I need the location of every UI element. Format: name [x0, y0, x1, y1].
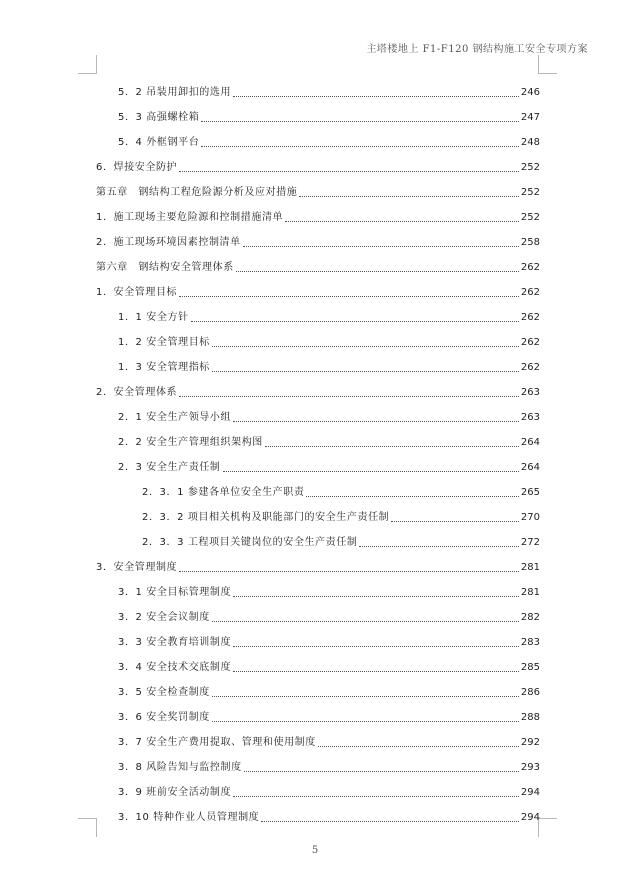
toc-entry[interactable] [96, 75, 540, 100]
toc-entry-title: 3．5 安全检查制度 [118, 687, 210, 698]
toc-entry-page: 252 [520, 187, 540, 198]
toc-entry[interactable] [96, 500, 540, 525]
toc-leader-dots [212, 371, 519, 372]
toc-entry-page: 293 [520, 762, 540, 773]
toc-entry[interactable] [96, 650, 540, 675]
toc-entry[interactable] [96, 250, 540, 275]
toc-entry[interactable] [96, 725, 540, 750]
toc-entry-title: 2．3．1 参建各单位安全生产职责 [142, 487, 305, 498]
toc-entry-title: 6．焊接安全防护 [96, 162, 178, 173]
toc-entry[interactable] [96, 575, 540, 600]
toc-leader-dots [359, 546, 518, 547]
toc-entry-title: 第五章 钢结构工程危险源分析及应对措施 [96, 187, 298, 198]
toc-entry-page: 286 [520, 687, 540, 698]
toc-entry-page: 248 [520, 137, 540, 148]
toc-entry-page: 263 [520, 412, 540, 423]
toc-entry-title: 第六章 钢结构安全管理体系 [96, 262, 234, 273]
toc-entry-page: 264 [520, 462, 540, 473]
toc-leader-dots [179, 171, 519, 172]
toc-entry-title: 3．7 安全生产费用提取、管理和使用制度 [118, 737, 316, 748]
toc-leader-dots [318, 746, 519, 747]
toc-leader-dots [179, 396, 519, 397]
toc-entry[interactable] [96, 525, 540, 550]
toc-entry[interactable] [96, 350, 540, 375]
toc-entry[interactable] [96, 400, 540, 425]
toc-entry-title: 1．安全管理目标 [96, 287, 178, 298]
toc-entry[interactable] [96, 700, 540, 725]
toc-leader-dots [233, 646, 519, 647]
toc-entry[interactable] [96, 425, 540, 450]
toc-entry-page: 282 [520, 612, 540, 623]
toc-leader-dots [236, 271, 519, 272]
toc-entry-title: 1．2 安全管理目标 [118, 337, 210, 348]
toc-entry[interactable] [96, 175, 540, 200]
toc-leader-dots [233, 671, 519, 672]
toc-entry-page: 288 [520, 712, 540, 723]
toc-leader-dots [243, 246, 519, 247]
toc-entry-page: 252 [520, 162, 540, 173]
toc-entry-title: 5．4 外框钢平台 [118, 137, 200, 148]
toc-entry-title: 5．3 高强螺栓箱 [118, 112, 200, 123]
toc-entry-title: 3．6 安全奖罚制度 [118, 712, 210, 723]
toc-entry[interactable] [96, 100, 540, 125]
toc-entry-title: 3．安全管理制度 [96, 562, 178, 573]
toc-entry-title: 2．3 安全生产责任制 [118, 462, 221, 473]
toc-entry-page: 246 [520, 87, 540, 98]
toc-leader-dots [201, 146, 519, 147]
crop-mark-bottom-right [538, 818, 557, 837]
toc-entry-page: 294 [520, 812, 540, 823]
toc-entry-title: 3．4 安全技术交底制度 [118, 662, 232, 673]
toc-entry-title: 2．1 安全生产领导小组 [118, 412, 232, 423]
toc-entry-page: 263 [520, 387, 540, 398]
table-of-contents [96, 75, 540, 825]
toc-leader-dots [212, 696, 519, 697]
toc-entry-page: 272 [520, 537, 540, 548]
toc-entry-title: 2．3．2 项目相关机构及职能部门的安全生产责任制 [142, 512, 390, 523]
toc-leader-dots [233, 421, 519, 422]
toc-entry-page: 283 [520, 637, 540, 648]
toc-entry[interactable] [96, 125, 540, 150]
toc-entry-page: 262 [520, 337, 540, 348]
toc-entry-page: 262 [520, 287, 540, 298]
toc-entry-title: 1．施工现场主要危险源和控制措施清单 [96, 212, 284, 223]
toc-leader-dots [285, 221, 519, 222]
toc-entry[interactable] [96, 150, 540, 175]
toc-leader-dots [261, 821, 519, 822]
toc-entry[interactable] [96, 600, 540, 625]
toc-entry[interactable] [96, 775, 540, 800]
toc-leader-dots [306, 496, 518, 497]
toc-entry-page: 281 [520, 587, 540, 598]
toc-entry-title: 3．9 班前安全活动制度 [118, 787, 232, 798]
toc-leader-dots [212, 721, 519, 722]
toc-entry[interactable] [96, 300, 540, 325]
toc-entry-title: 1．3 安全管理指标 [118, 362, 210, 373]
toc-entry[interactable] [96, 225, 540, 250]
toc-entry-page: 262 [520, 362, 540, 373]
crop-mark-bottom-left [78, 818, 97, 837]
toc-entry[interactable] [96, 375, 540, 400]
toc-entry[interactable] [96, 325, 540, 350]
toc-entry-title: 2．安全管理体系 [96, 387, 178, 398]
running-header: 主塔楼地上 F1-F120 钢结构施工安全专项方案 [366, 44, 588, 55]
crop-mark-top-right [538, 55, 557, 74]
toc-leader-dots [391, 521, 519, 522]
toc-entry-page: 262 [520, 262, 540, 273]
toc-leader-dots [233, 96, 519, 97]
toc-leader-dots [179, 571, 519, 572]
toc-entry-page: 281 [520, 562, 540, 573]
toc-entry-page: 252 [520, 212, 540, 223]
toc-entry-page: 262 [520, 312, 540, 323]
toc-entry-page: 294 [520, 787, 540, 798]
toc-entry[interactable] [96, 200, 540, 225]
toc-leader-dots [233, 796, 519, 797]
toc-leader-dots [212, 346, 519, 347]
toc-entry-page: 292 [520, 737, 540, 748]
toc-entry[interactable] [96, 625, 540, 650]
toc-entry-title: 3．8 风险告知与监控制度 [118, 762, 242, 773]
toc-entry-title: 2．2 安全生产管理组织架构图 [118, 437, 263, 448]
toc-leader-dots [201, 121, 519, 122]
toc-entry-title: 5．2 吊装用卸扣的选用 [118, 87, 232, 98]
toc-entry-page: 285 [520, 662, 540, 673]
toc-entry-title: 1．1 安全方针 [118, 312, 189, 323]
toc-entry-title: 3．10 特种作业人员管理制度 [118, 812, 260, 823]
toc-entry[interactable] [96, 675, 540, 700]
toc-entry-page: 247 [520, 112, 540, 123]
toc-entry-title: 2．3．3 工程项目关键岗位的安全生产责任制 [142, 537, 358, 548]
toc-entry[interactable] [96, 750, 540, 775]
toc-entry[interactable] [96, 800, 540, 825]
toc-entry[interactable] [96, 450, 540, 475]
toc-entry[interactable] [96, 475, 540, 500]
page-number: 5 [311, 845, 319, 856]
crop-mark-top-left [78, 55, 97, 74]
toc-entry-page: 270 [520, 512, 540, 523]
toc-leader-dots [265, 446, 519, 447]
toc-leader-dots [244, 771, 519, 772]
toc-entry[interactable] [96, 275, 540, 300]
toc-entry[interactable] [96, 550, 540, 575]
toc-leader-dots [179, 296, 519, 297]
toc-entry-title: 2．施工现场环境因素控制清单 [96, 237, 241, 248]
toc-leader-dots [233, 596, 519, 597]
toc-leader-dots [223, 471, 519, 472]
toc-entry-title: 3．1 安全目标管理制度 [118, 587, 232, 598]
toc-leader-dots [212, 621, 519, 622]
toc-leader-dots [191, 321, 519, 322]
toc-entry-page: 258 [520, 237, 540, 248]
toc-entry-title: 3．3 安全教育培训制度 [118, 637, 232, 648]
toc-entry-page: 264 [520, 437, 540, 448]
toc-leader-dots [299, 196, 519, 197]
toc-entry-page: 265 [520, 487, 540, 498]
toc-entry-title: 3．2 安全会议制度 [118, 612, 210, 623]
